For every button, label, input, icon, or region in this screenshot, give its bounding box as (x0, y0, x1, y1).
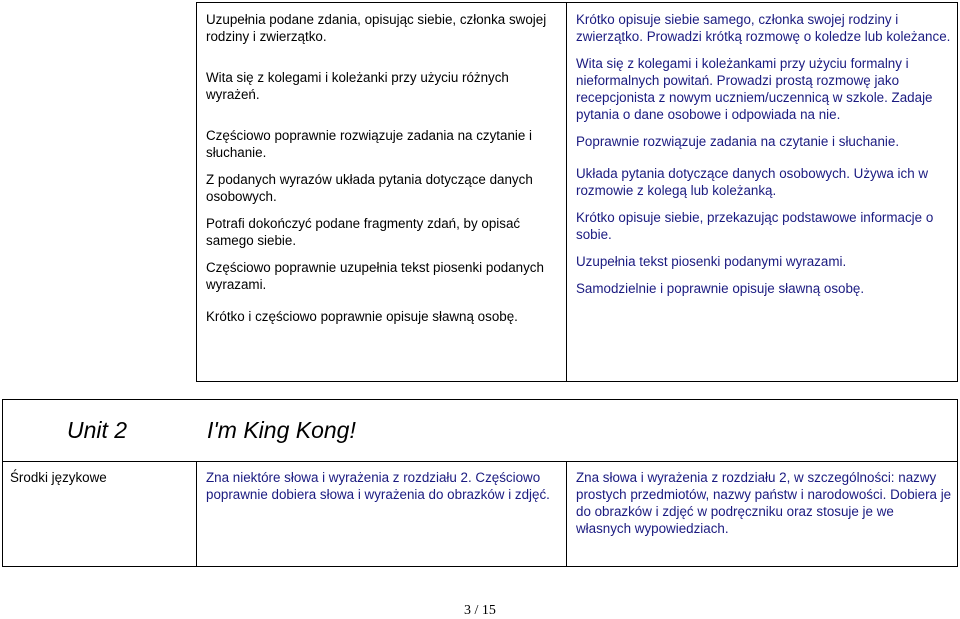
criterion-text: Krótko opisuje siebie, przekazując podstawowe informacje o sobie. (576, 210, 934, 242)
bottom-table-bottom-border (2, 566, 958, 567)
top-table-right-border (957, 2, 958, 382)
criterion-text: Układa pytania dotyczące danych osobowych. Używa ich w rozmowie z kolegą lub koleżanką. (576, 166, 929, 198)
criterion-text: Zna słowa i wyrażenia z rozdziału 2, w szczególności: nazwy prostych przedmiotów, nazwy państw i narodowości. Dobiera je do obrazków i zdjęć w podręczniku oraz stosuje je we własnych wypowiedziach. (576, 470, 952, 536)
criterion-text: Wita się z kolegami i koleżankami przy użyciu formalny i nieformalnych powitań. Prowadzi prostą rozmowę jako recepcjonista z nowym uczniem/uczennicą w szkole. Zadaje pytania o dane osobowe i odpowiada na nie. (576, 56, 933, 122)
top-table-bottom-border (196, 381, 958, 382)
unit-band-left-border (2, 399, 3, 462)
top-table-left-border (196, 2, 197, 382)
criterion-text: Częściowo poprawnie rozwiązuje zadania na czytanie i słuchanie. (206, 128, 533, 160)
top-table-top-border (196, 2, 958, 3)
row-label (10, 469, 192, 486)
bottom-table-col2-border (566, 461, 567, 567)
criterion-text: Częściowo poprawnie uzupełnia tekst piosenki podanych wyrazami. (206, 260, 544, 292)
top-table-right-cell (576, 11, 954, 297)
criterion-text: Krótko i częściowo poprawnie opisuje sławną osobę. (206, 309, 518, 324)
unit-title: I'm King Kong! (207, 417, 356, 443)
criterion-text: Krótko opisuje siebie samego, członka swojej rodziny i zwierzątko. Prowadzi krótką rozmowę o koledze lub koleżance. (576, 12, 951, 44)
unit-band-top-border (2, 399, 958, 400)
criterion-text: Poprawnie rozwiązuje zadania na czytanie i słuchanie. (576, 134, 900, 149)
top-table-mid-border (566, 2, 567, 382)
page-number: 3 / 15 (464, 603, 496, 618)
bottom-table-right-cell (576, 469, 952, 537)
bottom-table-col1-border (196, 461, 197, 567)
row-label-text: Środki językowe (10, 470, 107, 485)
bottom-table-right-border (957, 461, 958, 567)
unit-label: Unit 2 (67, 417, 128, 443)
criterion-text: Z podanych wyrazów układa pytania dotyczące danych osobowych. (206, 172, 533, 204)
criterion-text: Wita się z kolegami i koleżanki przy użyciu różnych wyrażeń. (206, 70, 509, 102)
criterion-text: Uzupełnia podane zdania, opisując siebie, członka swojej rodziny i zwierzątko. (206, 12, 547, 44)
criterion-text: Potrafi dokończyć podane fragmenty zdań, by opisać samego siebie. (206, 216, 521, 248)
bottom-table-middle-cell (206, 469, 562, 503)
top-table-left-cell (206, 11, 562, 325)
bottom-table-left-border (2, 461, 3, 567)
criterion-text: Zna niektóre słowa i wyrażenia z rozdziału 2. Częściowo poprawnie dobiera słowa i wyrażenia do obrazków i zdjęć. (206, 470, 550, 502)
unit-band-bottom-border (2, 461, 958, 462)
criterion-text: Samodzielnie i poprawnie opisuje sławną osobę. (576, 281, 865, 296)
criterion-text: Uzupełnia tekst piosenki podanymi wyrazami. (576, 254, 847, 269)
unit-band-right-border (957, 399, 958, 462)
